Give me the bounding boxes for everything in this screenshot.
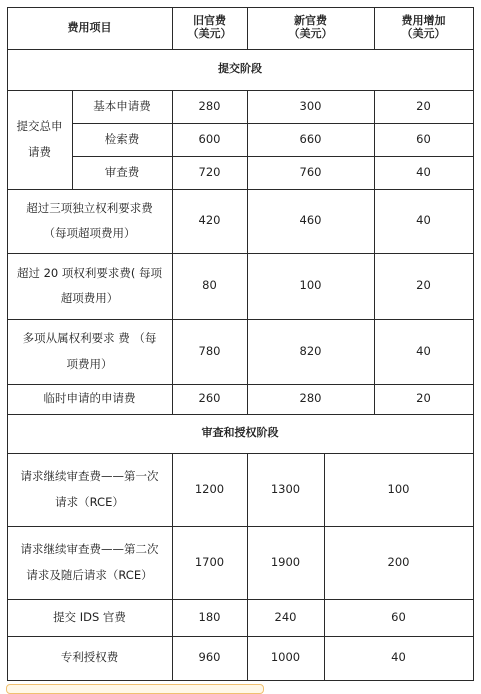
increase-value-line: 200 [387,554,410,569]
table-column-border [374,90,375,414]
new-fee-value [247,453,324,526]
old-fee-value-line: 280 [198,98,221,113]
fee-name-line: 基本申请费 [93,98,151,113]
filing-group-label-text [17,114,63,165]
header-item-line: 费用项目 [67,20,112,34]
new-fee-value-line: 240 [274,609,297,624]
fee-name-text [23,326,157,377]
section-filing-line: 提交阶段 [218,62,262,76]
new-fee-value-line: 460 [299,213,322,228]
fee-name [7,453,172,526]
header-old-fee [172,7,247,49]
old-fee-value-text [199,651,221,664]
old-fee-value-line: 960 [198,650,221,665]
table-row-border [7,49,474,50]
header-new-fee-line: 新官费 [294,14,327,28]
table-row-border [7,599,474,600]
increase-value-text [416,345,431,358]
increase-value-text [416,133,431,146]
new-fee-value [247,123,374,156]
old-fee-value-text [199,611,221,624]
header-new-fee [247,7,374,49]
table-row-border [7,253,474,254]
increase-value-text [388,483,410,496]
old-fee-value-text [199,100,221,113]
increase-value-line: 20 [416,278,431,293]
table-column-border [247,90,248,414]
new-fee-value-line: 1900 [270,554,301,569]
old-fee-value-text [199,345,221,358]
increase-value [324,636,473,680]
table-column-border [247,7,248,49]
increase-value-text [416,392,431,405]
table-row-border [7,90,474,91]
old-fee-value-line: 720 [198,164,221,179]
increase-value-text [416,100,431,113]
increase-value-text [391,651,406,664]
increase-value [324,526,473,599]
section-examination [7,414,473,453]
new-fee-value-line: 760 [299,164,322,179]
increase-value-text [391,611,406,624]
fee-name [7,253,172,319]
header-increase-line: （美元） [401,27,446,40]
increase-value-text [416,166,431,179]
old-fee-value [172,453,247,526]
filing-group-label-line: 提交总申 [16,119,63,134]
new-fee-value-line: 300 [299,98,322,113]
table-row-border [7,680,474,681]
old-fee-value-line: 180 [198,609,221,624]
fee-name [72,123,172,156]
new-fee-value [247,636,324,680]
old-fee-value [172,189,247,253]
fee-name [7,526,172,599]
new-fee-value-line: 660 [299,131,322,146]
old-fee-value-line: 260 [198,391,221,406]
fee-name [7,189,172,253]
increase-value [374,253,473,319]
header-old-fee-line: 旧官费 [193,14,226,28]
fee-name-line: 请求继续审查费——第一次 [20,469,159,484]
table-column-border [374,7,375,49]
fee-name-line: 请求继续审查费——第二次 [20,542,159,557]
new-fee-value-line: 1000 [270,650,301,665]
fee-name-line: 请求及随后请求（RCE） [26,567,153,582]
fee-name-text [21,537,159,588]
fee-name-line: 检索费 [104,131,140,146]
table-column-border [172,90,173,414]
table-row-border [7,384,474,385]
new-fee-value-text [300,166,322,179]
new-fee-value-text [300,345,322,358]
old-fee-value [172,526,247,599]
table-row-border [7,636,474,637]
fee-name [7,599,172,636]
table-row-border [7,414,474,415]
old-fee-value-line: 780 [198,343,221,358]
old-fee-value [172,123,247,156]
increase-value-line: 40 [391,650,406,665]
table-row-border [7,319,474,320]
old-fee-value-text [195,483,224,496]
fee-name-text [44,392,136,405]
new-fee-value-text [271,556,300,569]
table-column-border [172,7,173,49]
new-fee-value-line: 280 [299,391,322,406]
filing-group-label [7,90,72,189]
table-row-border [7,7,474,8]
new-fee-value-text [300,100,322,113]
table-column-border [473,7,474,681]
old-fee-value-line: 1700 [194,554,225,569]
fee-name-text [93,100,151,113]
old-fee-value-line: 80 [202,278,217,293]
table-row-border [72,123,474,124]
increase-value-line: 100 [387,481,410,496]
fee-name-text [21,464,159,515]
new-fee-value-line: 820 [299,343,322,358]
increase-value-line: 20 [416,98,431,113]
header-increase-line: 费用增加 [401,14,446,28]
new-fee-value [247,156,374,189]
new-fee-value-text [300,279,322,292]
increase-value-line: 40 [416,213,431,228]
bottom-banner [6,684,264,694]
old-fee-value-text [199,133,221,146]
table-row-border [72,156,474,157]
old-fee-value [172,636,247,680]
section-examination-line: 审查和授权阶段 [201,426,279,440]
increase-value [374,156,473,189]
header-old-fee-text [188,15,232,40]
old-fee-value-line: 600 [198,131,221,146]
fee-name-text [26,196,153,247]
new-fee-value-text [300,133,322,146]
old-fee-value [172,156,247,189]
new-fee-value-line: 100 [299,278,322,293]
table-column-border [7,7,8,681]
new-fee-value [247,384,374,414]
increase-value-line: 20 [416,391,431,406]
table-column-border [247,453,248,680]
new-fee-value [247,189,374,253]
fee-name [7,636,172,680]
new-fee-value-text [300,214,322,227]
header-increase-text [402,15,446,40]
table-column-border [324,453,325,680]
fee-name-line: 请求（RCE） [55,494,124,509]
increase-value-text [388,556,410,569]
increase-value [324,599,473,636]
fee-name-line: 项费用） [66,356,113,371]
new-fee-value [247,599,324,636]
old-fee-value [172,599,247,636]
table-row-border [7,453,474,454]
fee-name-text [53,611,126,624]
old-fee-value [172,90,247,123]
fee-name-line: 超项费用） [60,291,119,305]
section-filing [7,49,473,90]
section-filing-text [218,63,262,76]
table-row-border [7,526,474,527]
old-fee-value-text [199,166,221,179]
new-fee-value-text [271,651,300,664]
old-fee-value [172,319,247,384]
fee-name-text [105,166,140,179]
increase-value [374,90,473,123]
increase-value [374,189,473,253]
new-fee-value [247,526,324,599]
fee-name [7,319,172,384]
fee-name-line: 多项从属权利要求 费 （每 [22,331,157,346]
old-fee-value-text [195,556,224,569]
table-column-border [72,90,73,189]
fee-name-line: 专利授权费 [60,650,119,665]
fee-name-line: 临时申请的申请费 [43,391,136,406]
increase-value [374,319,473,384]
increase-value-text [416,279,431,292]
fee-name-text [61,651,119,664]
fee-name [7,384,172,414]
increase-value-line: 40 [416,164,431,179]
fee-name [72,90,172,123]
header-old-fee-line: （美元） [187,27,232,40]
table-row-border [7,189,474,190]
increase-value [374,384,473,414]
fee-name-text [17,261,162,312]
new-fee-value [247,253,374,319]
increase-value-line: 40 [416,343,431,358]
fee-name-line: 超过 20 项权利要求费( 每项 [16,265,163,280]
old-fee-value-text [199,392,221,405]
old-fee-value [172,253,247,319]
fee-name-line: （每项超项费用） [43,226,136,240]
header-new-fee-line: （美元） [288,27,333,40]
fee-name-text [105,133,140,146]
old-fee-value-text [199,214,221,227]
old-fee-value-line: 420 [198,213,221,228]
increase-value [324,453,473,526]
new-fee-value-text [271,483,300,496]
fee-name [72,156,172,189]
new-fee-value-line: 1300 [270,481,301,496]
old-fee-value [172,384,247,414]
fee-name-line: 超过三项独立权利要求费 [26,200,153,215]
increase-value-line: 60 [391,609,406,624]
table-column-border [172,453,173,680]
header-item-text [68,22,112,35]
header-increase [374,7,473,49]
fee-name-line: 审查费 [104,164,140,179]
old-fee-value-line: 1200 [194,481,225,496]
old-fee-value-text [202,279,217,292]
new-fee-value-text [300,392,322,405]
header-new-fee-text [289,15,333,40]
increase-value [374,123,473,156]
header-item [7,7,172,49]
filing-group-label-line: 请费 [28,144,51,159]
fee-name-line: 提交 IDS 官费 [53,609,126,624]
new-fee-value-text [275,611,297,624]
section-examination-text [202,427,279,440]
new-fee-value [247,319,374,384]
increase-value-line: 60 [416,131,431,146]
new-fee-value [247,90,374,123]
increase-value-text [416,214,431,227]
